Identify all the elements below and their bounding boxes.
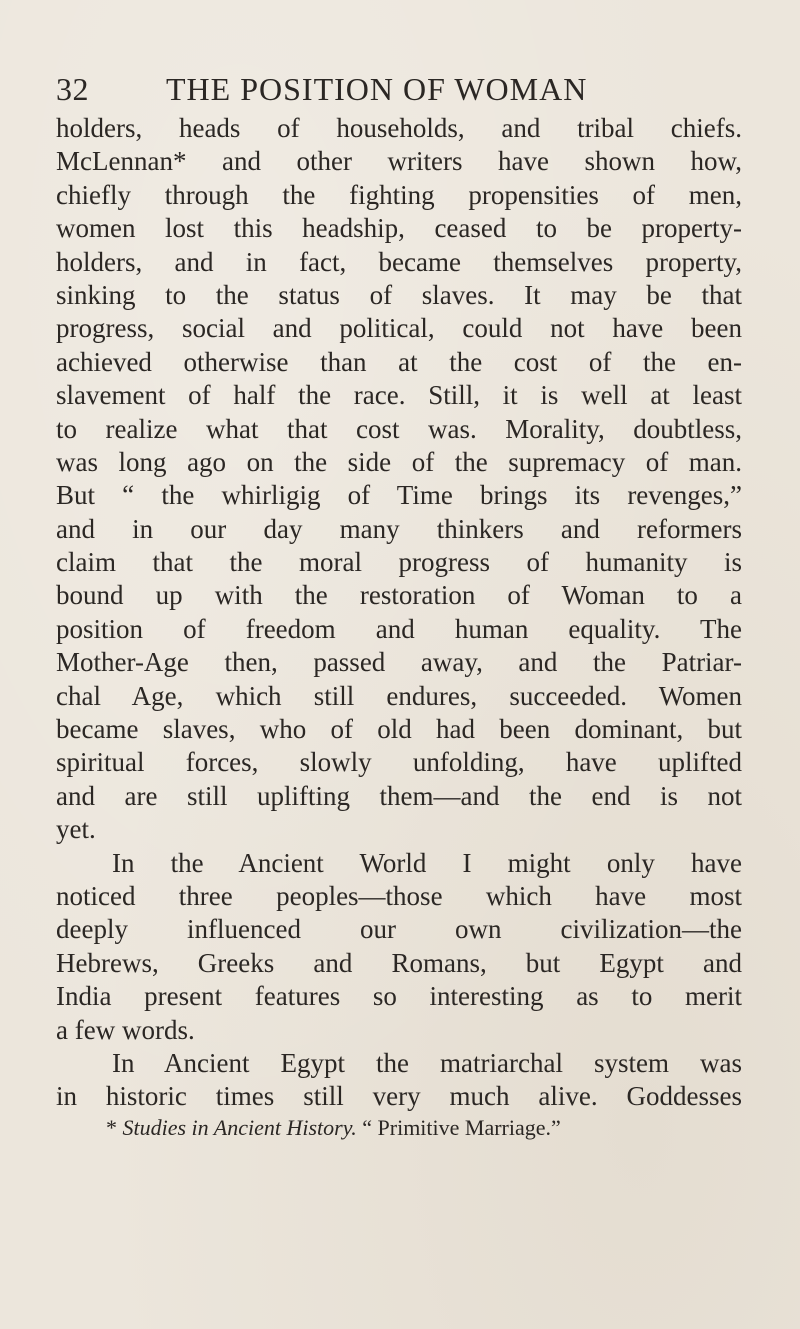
text-line: India present features so interesting as to merit (56, 981, 742, 1012)
text-line: chal Age, which still endures, succeeded. Women (56, 680, 742, 711)
text-line: But “ the whirligig of Time brings its revenges,” (56, 480, 742, 511)
paragraph-end-line: yet. (56, 814, 96, 845)
text-line: progress, social and political, could not have been (56, 313, 742, 344)
text-line: bound up with the restoration of Woman to a (56, 580, 742, 611)
paragraph-start-line: In Ancient Egypt the matriarchal system was (112, 1047, 742, 1078)
book-page (56, 66, 742, 1144)
text-line: in historic times still very much alive. Goddesses (56, 1081, 742, 1112)
text-line: became slaves, who of old had been dominant, but (56, 714, 742, 745)
text-line: achieved otherwise than at the cost of the en- (56, 346, 742, 377)
text-line: Hebrews, Greeks and Romans, but Egypt and (56, 947, 742, 978)
running-title: THE POSITION OF WOMAN (166, 71, 588, 107)
text-line: Mother-Age then, passed away, and the Patriar- (56, 647, 742, 678)
text-line: was long ago on the side of the supremacy of man. (56, 446, 742, 477)
text-line: to realize what that cost was. Morality, doubtless, (56, 413, 742, 444)
page-number: 32 (56, 71, 89, 107)
text-line: sinking to the status of slaves. It may be that (56, 279, 742, 310)
text-line: noticed three peoples—those which have most (56, 880, 742, 911)
text-line: holders, heads of households, and tribal chiefs. (56, 113, 742, 143)
text-line: deeply influenced our own civilization—the (56, 914, 742, 945)
text-line: women lost this headship, ceased to be property- (56, 213, 742, 244)
text-line: chiefly through the fighting propensities of men, (56, 179, 742, 210)
text-line: claim that the moral progress of humanity is (56, 547, 742, 578)
footnote-title: Studies in Ancient History. (122, 1114, 357, 1140)
footnote (56, 1112, 742, 1144)
text-line: spiritual forces, slowly unfolding, have uplifted (56, 747, 742, 778)
paragraph-end-line: a few words. (56, 1014, 195, 1045)
text-line: McLennan* and other writers have shown how, (56, 146, 742, 177)
text-line: slavement of half the race. Still, it is well at least (56, 380, 742, 411)
paragraph-start-line: In the Ancient World I might only have (112, 847, 742, 878)
text-line: and in our day many thinkers and reformers (56, 513, 742, 544)
footnote-marker: * (106, 1114, 117, 1140)
running-head (56, 66, 742, 112)
footnote-text: “ Primitive Marriage.” (362, 1114, 561, 1140)
body-text (56, 112, 742, 1114)
text-line: position of freedom and human equality. The (56, 613, 742, 644)
text-line: and are still uplifting them—and the end is not (56, 780, 742, 811)
text-line: holders, and in fact, became themselves property, (56, 246, 742, 277)
